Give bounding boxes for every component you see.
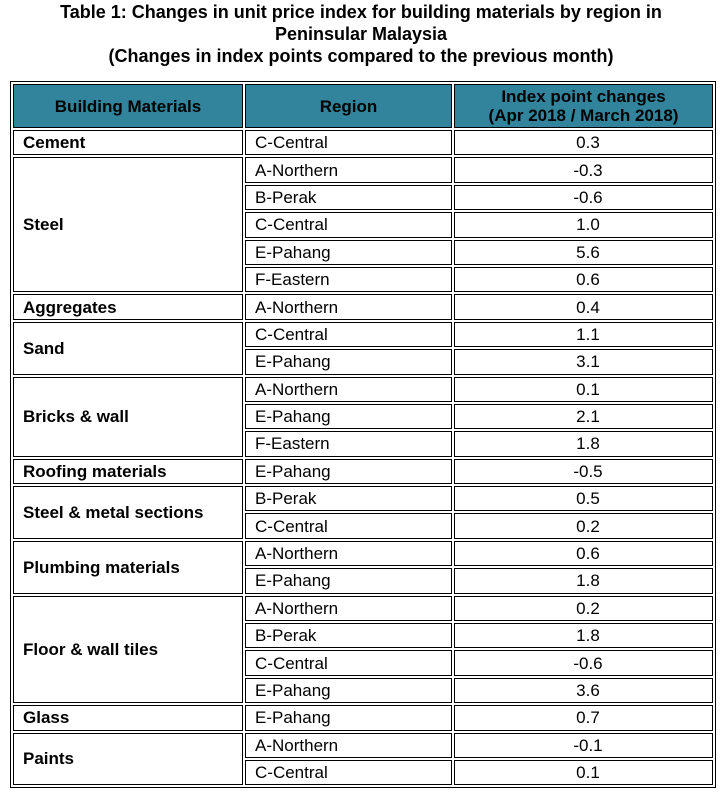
- region-cell: E-Pahang: [245, 349, 452, 374]
- index-change-cell: 0.1: [454, 760, 713, 785]
- material-cell: Aggregates: [13, 294, 243, 319]
- index-change-cell: 3.1: [454, 349, 713, 374]
- title-line-1: Table 1: Changes in unit price index for building materials by region in: [60, 2, 662, 22]
- region-cell: E-Pahang: [245, 705, 452, 730]
- index-change-cell: 0.2: [454, 513, 713, 538]
- material-cell: Cement: [13, 130, 243, 155]
- table-row: [13, 130, 713, 155]
- region-cell: E-Pahang: [245, 240, 452, 265]
- index-change-cell: 0.3: [454, 130, 713, 155]
- table-row: [13, 596, 713, 621]
- region-cell: C-Central: [245, 212, 452, 237]
- region-cell: E-Pahang: [245, 678, 452, 703]
- region-cell: F-Eastern: [245, 431, 452, 456]
- index-change-cell: 1.8: [454, 431, 713, 456]
- region-cell: E-Pahang: [245, 404, 452, 429]
- material-cell: Sand: [13, 322, 243, 375]
- index-change-cell: 1.1: [454, 322, 713, 347]
- table-row: [13, 733, 713, 758]
- index-change-cell: -0.6: [454, 650, 713, 675]
- region-cell: B-Perak: [245, 623, 452, 648]
- material-cell: Floor & wall tiles: [13, 596, 243, 704]
- header-region: Region: [245, 84, 452, 128]
- index-change-cell: -0.5: [454, 459, 713, 484]
- region-cell: A-Northern: [245, 157, 452, 182]
- table-row: [13, 377, 713, 402]
- index-change-cell: 1.0: [454, 212, 713, 237]
- table-row: [13, 459, 713, 484]
- materials-table: [10, 81, 716, 788]
- material-cell: Roofing materials: [13, 459, 243, 484]
- table-title: [0, 1, 722, 67]
- material-cell: Glass: [13, 705, 243, 730]
- material-cell: Plumbing materials: [13, 541, 243, 594]
- index-change-cell: 1.8: [454, 568, 713, 593]
- region-cell: C-Central: [245, 760, 452, 785]
- region-cell: B-Perak: [245, 185, 452, 210]
- index-change-cell: 0.2: [454, 596, 713, 621]
- index-change-cell: 0.7: [454, 705, 713, 730]
- material-cell: Paints: [13, 733, 243, 786]
- index-change-cell: -0.3: [454, 157, 713, 182]
- table-row: [13, 486, 713, 511]
- index-change-cell: 0.1: [454, 377, 713, 402]
- index-change-cell: 0.6: [454, 541, 713, 566]
- region-cell: A-Northern: [245, 733, 452, 758]
- index-change-cell: 1.8: [454, 623, 713, 648]
- index-change-cell: -0.6: [454, 185, 713, 210]
- index-change-cell: 2.1: [454, 404, 713, 429]
- region-cell: C-Central: [245, 322, 452, 347]
- material-cell: Steel & metal sections: [13, 486, 243, 539]
- table-row: [13, 541, 713, 566]
- material-cell: Bricks & wall: [13, 377, 243, 457]
- region-cell: A-Northern: [245, 294, 452, 319]
- region-cell: A-Northern: [245, 377, 452, 402]
- header-index-line-1: Index point changes: [501, 87, 666, 106]
- index-change-cell: 5.6: [454, 240, 713, 265]
- title-line-2: Peninsular Malaysia: [274, 24, 448, 44]
- index-change-cell: 0.6: [454, 267, 713, 292]
- region-cell: C-Central: [245, 513, 452, 538]
- region-cell: C-Central: [245, 650, 452, 675]
- index-change-cell: -0.1: [454, 733, 713, 758]
- region-cell: A-Northern: [245, 541, 452, 566]
- index-change-cell: 0.4: [454, 294, 713, 319]
- region-cell: F-Eastern: [245, 267, 452, 292]
- region-cell: B-Perak: [245, 486, 452, 511]
- header-row: [13, 84, 713, 128]
- table-row: [13, 322, 713, 347]
- region-cell: C-Central: [245, 130, 452, 155]
- index-change-cell: 3.6: [454, 678, 713, 703]
- table-row: [13, 705, 713, 730]
- header-index-line-2: (Apr 2018 / March 2018): [488, 106, 679, 125]
- region-cell: E-Pahang: [245, 459, 452, 484]
- table-row: [13, 294, 713, 319]
- material-cell: Steel: [13, 157, 243, 292]
- title-line-3: (Changes in index points compared to the previous month): [108, 46, 614, 66]
- header-building-materials: Building Materials: [13, 84, 243, 128]
- region-cell: A-Northern: [245, 596, 452, 621]
- index-change-cell: 0.5: [454, 486, 713, 511]
- table-row: [13, 157, 713, 182]
- table-body: [13, 130, 713, 785]
- header-index-point-changes: [454, 84, 713, 128]
- region-cell: E-Pahang: [245, 568, 452, 593]
